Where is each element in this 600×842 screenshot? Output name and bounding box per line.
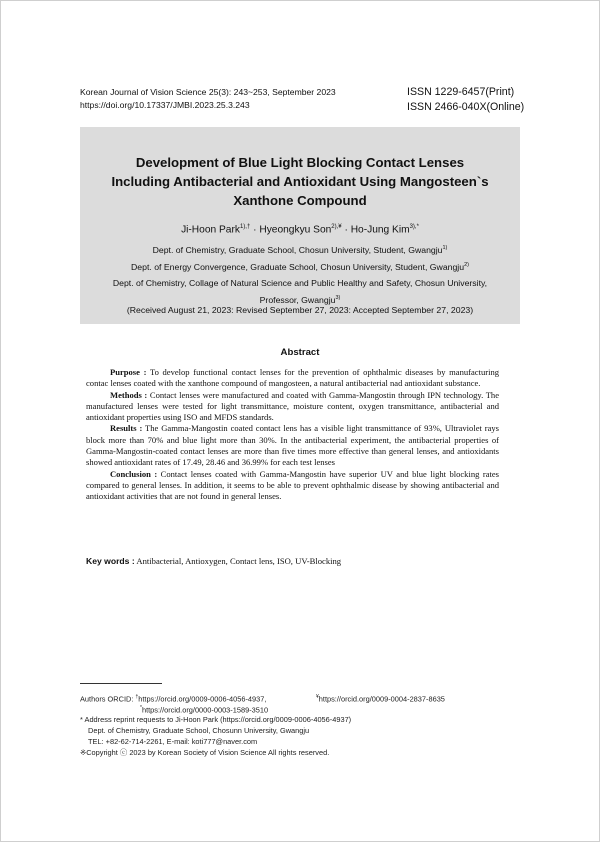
reprint-contact: TEL: +82-62-714-2261, E-mail: koti777@naver.com (88, 737, 258, 746)
affiliation-text: Dept. of Chemistry, Collage of Natural Science and Public Healthy and Safety, Chosun University, (112, 277, 488, 288)
section-label: Results : (110, 423, 143, 434)
reprint-dept: Dept. of Chemistry, Graduate School, Chosunn University, Gwangju (88, 726, 310, 735)
issn-online: ISSN 2466-040X(Online) (407, 100, 525, 113)
footnote-divider (80, 683, 162, 684)
affiliation-mark: 1) (442, 245, 448, 251)
author-separator: · (341, 224, 351, 236)
author-name: Hyeongkyu Son (259, 224, 332, 236)
orcid-link[interactable]: https://orcid.org/0009-0004-2837-8635 (318, 694, 445, 704)
title-box (80, 127, 520, 324)
received-dates: (Received August 21, 2023: Revised September 27, 2023: Accepted September 27, 2023) (126, 305, 474, 315)
orcid-mark: † (135, 694, 139, 700)
abstract-body (86, 367, 499, 503)
journal-citation: Korean Journal of Vision Science 25(3): 243~253, September 2023 (80, 87, 336, 97)
author-separator: · (250, 224, 260, 236)
orcid-mark: ¥ (316, 694, 319, 700)
reprint-line: * Address reprint requests to Ji-Hoon Park (https://orcid.org/0009-0006-4056-4937) (80, 715, 352, 724)
author-mark: 2),¥ (331, 224, 342, 230)
affiliation-mark: 2) (464, 262, 469, 269)
issn-print: ISSN 1229-6457(Print) (407, 86, 515, 98)
affiliation-mark: 3) (335, 295, 341, 302)
issn-block (407, 85, 524, 114)
affiliation-line (80, 276, 520, 292)
keywords-label: Key words : (86, 556, 135, 566)
author-name: Ji-Hoon Park (181, 224, 240, 236)
affiliation-line (80, 258, 520, 275)
abstract-heading: Abstract (280, 347, 320, 358)
orcid-link[interactable]: https://orcid.org/0009-0006-4056-4937, (138, 694, 267, 704)
section-text: To develop functional contact lenses for the prevention of ophthalmic diseases by manufacturing contac lenses coated with the xanthone compound of mangosteen, a natural antibacterial nad antioxidant substance. (86, 367, 499, 389)
author-mark: 1),† (239, 224, 251, 230)
orcid-line (80, 703, 351, 714)
keywords-text: Antibacterial, Antioxygen, Contact lens, ISO, UV-Blocking (134, 556, 342, 566)
footnotes (80, 692, 445, 758)
abstract-purpose (86, 367, 499, 390)
paper-title (80, 153, 520, 210)
section-text: Contact lenses coated with Gamma-Mangostin have superior UV and blue light blocking rates compared to general lenses. In addition, it seems to be able to prevent ophthalmic disease by showing antibacterial and antioxidant activities that are not found in general lenses. (86, 468, 499, 502)
title-line-1: Development of Blue Light Blocking Contact Lenses (135, 155, 465, 170)
affiliation-text: Dept. of Energy Convergence, Graduate School, Chosun University, Student, Gwangju (131, 262, 465, 273)
abstract-methods (86, 390, 499, 424)
orcid-mark: * (140, 705, 142, 711)
journal-doi[interactable]: https://doi.org/10.17337/JMBI.2023.25.3.243 (80, 100, 250, 110)
orcid-line (80, 692, 445, 704)
author-list (80, 224, 520, 235)
affiliation-line (80, 241, 520, 258)
section-label: Methods : (110, 389, 148, 400)
abstract-results (86, 423, 499, 468)
keywords (86, 556, 341, 566)
title-line-3: Xanthone Compound (233, 193, 367, 208)
journal-info (80, 86, 336, 112)
affiliation-text: Dept. of Chemistry, Graduate School, Chosun University, Student, Gwangju (152, 244, 443, 255)
orcid-link[interactable]: https://orcid.org/0000-0003-1589-3510 (141, 705, 269, 715)
title-line-2: Including Antibacterial and Antioxidant Using Mangosteen`s (111, 174, 489, 189)
author-name: Ho-Jung Kim (350, 224, 410, 236)
copyright: ※Copyright ⓒ 2023 by Korean Society of Vision Science All rights reserved. (80, 748, 330, 757)
section-label: Conclusion : (110, 468, 158, 479)
orcid-label: Authors ORCID: (80, 694, 136, 704)
section-label: Purpose : (110, 367, 147, 377)
section-text: Contact lenses were manufactured and coated with Gamma-Mangostin through IPN technology. The manufactured lenses were tested for light transmittance, moisture content, oxygen transmittance, antibacterial and antioxidant properties using ISO and MFDS standards. (86, 389, 500, 423)
author-mark: 3),* (409, 224, 419, 230)
abstract-conclusion (86, 469, 499, 503)
section-text: The Gamma-Mangostin coated contact lens has a visible light transmittance of 93%, Ultraviolet rays block more than 70% and blue light more than 30%. In the antibacterial experiment, the antibacterial properties of Gamma-Mangostin-coated contact lenses are more than five times more effective than general lenses, and antioxidants showed antioxidant rates of 17.49, 28.46 and 36.99% for each test lenses (86, 423, 499, 468)
affiliation-text: Professor, Gwangju (259, 295, 336, 306)
affiliations (80, 241, 520, 309)
